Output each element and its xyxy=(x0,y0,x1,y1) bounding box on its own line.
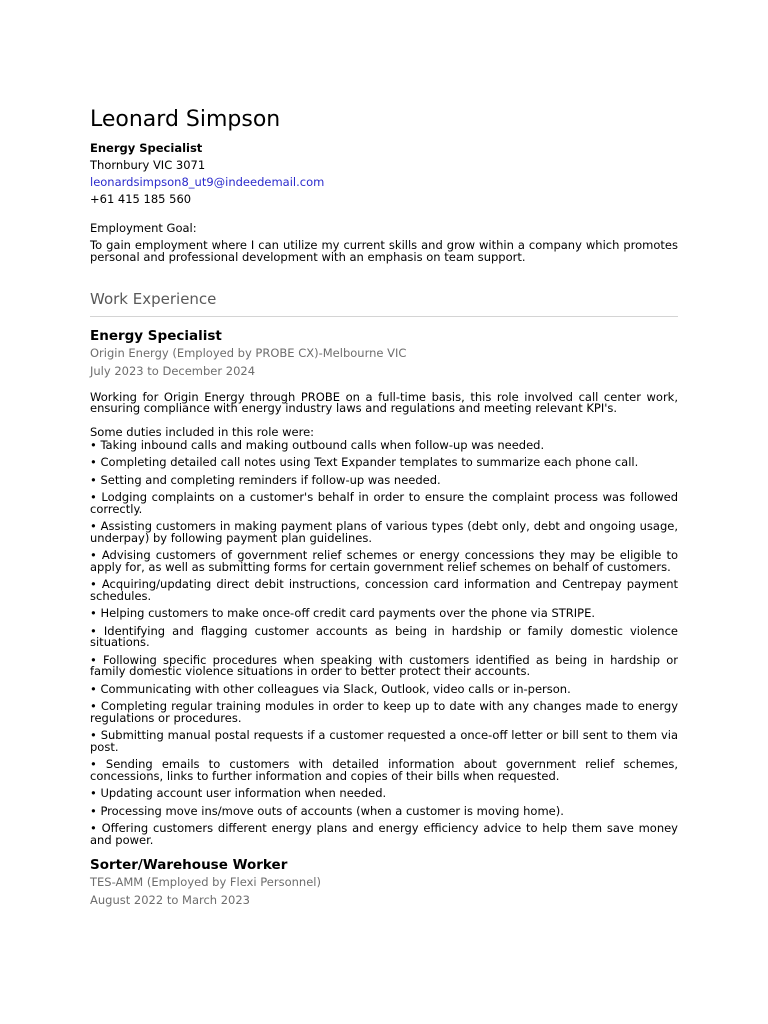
duty-item: • Identifying and flagging customer accounts as being in hardship or family domestic violence situations. xyxy=(90,623,678,649)
duty-item: • Processing move ins/move outs of accounts (when a customer is moving home). xyxy=(90,803,564,818)
job-company: Origin Energy (Employed by PROBE CX)-Melbourne VIC xyxy=(90,346,407,360)
candidate-email-link[interactable]: leonardsimpson8_ut9@indeedemail.com xyxy=(90,175,325,189)
duty-item: • Submitting manual postal requests if a customer requested a once-off letter or bill sent to them via post. xyxy=(90,728,678,754)
duty-item: • Sending emails to customers with detailed information about government relief schemes, concessions, links to further information and copies of their bills when requested. xyxy=(90,757,678,783)
job-entry xyxy=(90,856,678,908)
job-company: TES-AMM (Employed by Flexi Personnel) xyxy=(90,875,321,889)
duty-item: • Completing detailed call notes using Text Expander templates to summarize each phone call. xyxy=(90,455,639,469)
duty-item: • Offering customers different energy plans and energy efficiency advice to help them save money and power. xyxy=(90,821,678,847)
work-experience-heading: Work Experience xyxy=(90,290,217,308)
duties-list xyxy=(90,437,678,847)
section-divider xyxy=(90,316,678,317)
candidate-name: Leonard Simpson xyxy=(90,107,281,132)
job-entry xyxy=(90,327,678,846)
job-title: Sorter/Warehouse Worker xyxy=(90,857,288,873)
employment-goal-label: Employment Goal: xyxy=(90,221,197,235)
job-title: Energy Specialist xyxy=(90,328,222,344)
candidate-location: Thornbury VIC 3071 xyxy=(90,158,206,172)
duty-item: • Taking inbound calls and making outbound calls when follow-up was needed. xyxy=(90,437,545,452)
duty-item: • Communicating with other colleagues via Slack, Outlook, video calls or in-person. xyxy=(90,681,571,696)
duty-item: • Updating account user information when needed. xyxy=(90,786,387,800)
job-dates: August 2022 to March 2023 xyxy=(90,892,251,907)
resume-content xyxy=(90,106,678,909)
candidate-email-row xyxy=(90,174,678,190)
duty-item: • Lodging complaints on a customer's behalf in order to ensure the complaint process was followed correctly. xyxy=(90,490,678,516)
duty-item: • Completing regular training modules in order to keep up to date with any changes made to energy regulations or procedures. xyxy=(90,699,678,725)
duty-item: • Helping customers to make once-off credit card payments over the phone via STRIPE. xyxy=(90,606,596,620)
duties-intro: Some duties included in this role were: xyxy=(90,424,315,439)
duty-item: • Setting and completing reminders if follow-up was needed. xyxy=(90,472,441,487)
duty-item: • Acquiring/updating direct debit instructions, concession card information and Centrepay payment schedules. xyxy=(90,577,678,603)
job-description: Working for Origin Energy through PROBE on a full-time basis, this role involved call center work, ensuring compliance with energy industry laws and regulations and meeting relevant KPI's. xyxy=(90,389,678,415)
job-dates: July 2023 to December 2024 xyxy=(90,363,256,378)
duty-item: • Assisting customers in making payment plans of various types (debt only, debt and ongoing usage, underpay) by following payment plan guidelines. xyxy=(90,519,678,545)
candidate-headline: Energy Specialist xyxy=(90,141,203,155)
duty-item: • Following specific procedures when speaking with customers identified as being in hardship or family domestic violence situations in order to better protect their accounts. xyxy=(90,652,678,678)
candidate-phone: +61 415 185 560 xyxy=(90,192,192,206)
employment-goal-text: To gain employment where I can utilize my current skills and grow within a company which promotes personal and professional development with an emphasis on team support. xyxy=(90,238,678,264)
duty-item: • Advising customers of government relief schemes or energy concessions they may be eligible to apply for, as well as submitting forms for certain government relief schemes on behalf of customers. xyxy=(90,548,678,574)
